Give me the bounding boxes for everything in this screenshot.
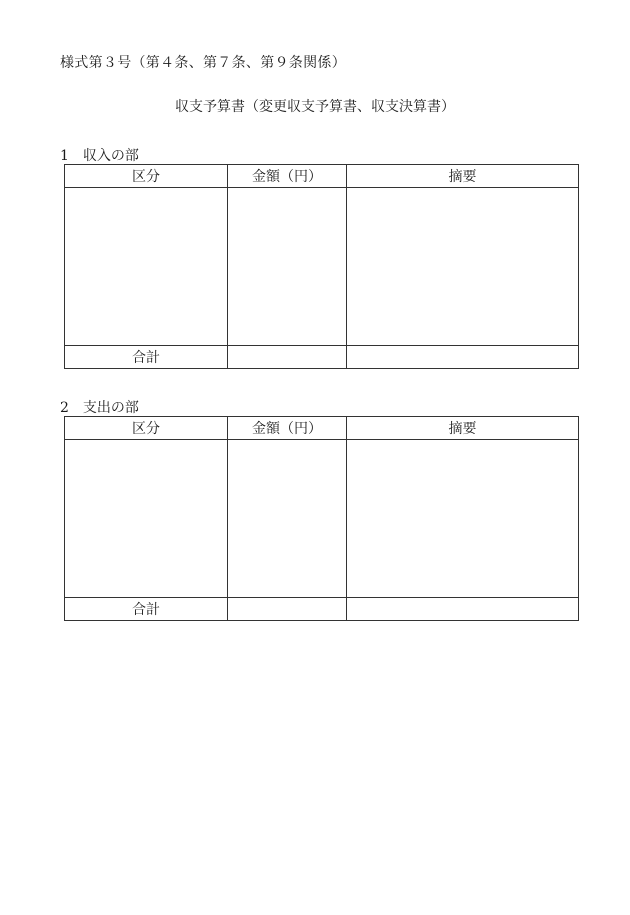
income-column-remarks: 摘要 — [347, 165, 579, 188]
expenditure-total-remarks-cell[interactable] — [347, 598, 579, 621]
expenditure-category-cell[interactable] — [65, 440, 228, 598]
form-number: 様式第３号（第４条、第７条、第９条関係） — [60, 55, 346, 71]
expenditure-table — [64, 416, 579, 621]
income-category-cell[interactable] — [65, 188, 228, 346]
income-total-label: 合計 — [65, 346, 228, 369]
income-body-row — [65, 188, 579, 346]
section-heading-expenditure: 2 支出の部 — [60, 400, 139, 416]
expenditure-total-amount-cell[interactable] — [228, 598, 347, 621]
expenditure-amount-cell[interactable] — [228, 440, 347, 598]
expenditure-header-row — [65, 417, 579, 440]
income-column-amount: 金額（円） — [228, 165, 347, 188]
expenditure-body-row — [65, 440, 579, 598]
income-total-row — [65, 346, 579, 369]
expenditure-total-label: 合計 — [65, 598, 228, 621]
income-header-row — [65, 165, 579, 188]
income-remarks-cell[interactable] — [347, 188, 579, 346]
expenditure-remarks-cell[interactable] — [347, 440, 579, 598]
expenditure-total-row — [65, 598, 579, 621]
income-total-amount-cell[interactable] — [228, 346, 347, 369]
income-total-remarks-cell[interactable] — [347, 346, 579, 369]
document-title: 収支予算書（変更収支予算書、収支決算書） — [175, 99, 455, 115]
section-heading-income: 1 収入の部 — [60, 148, 139, 164]
expenditure-column-category: 区分 — [65, 417, 228, 440]
income-amount-cell[interactable] — [228, 188, 347, 346]
expenditure-column-amount: 金額（円） — [228, 417, 347, 440]
expenditure-column-remarks: 摘要 — [347, 417, 579, 440]
income-column-category: 区分 — [65, 165, 228, 188]
income-table — [64, 164, 579, 369]
